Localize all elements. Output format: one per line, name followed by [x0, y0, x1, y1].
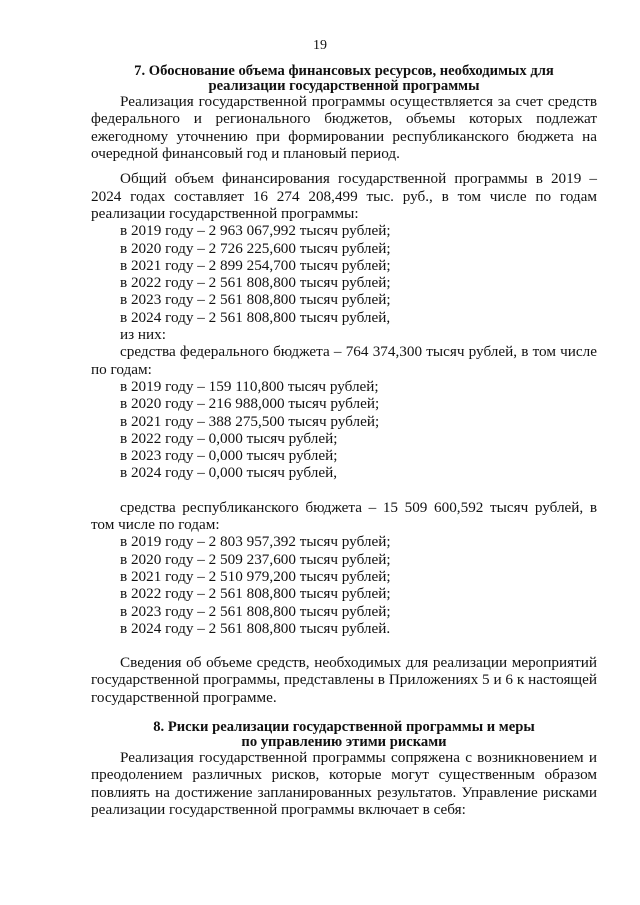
list-item: в 2023 году – 2 561 808,800 тысяч рублей;	[120, 291, 391, 309]
total-by-year-list	[91, 222, 597, 326]
list-item: в 2020 году – 2 726 225,600 тысяч рублей;	[120, 239, 391, 257]
republic-by-year-list	[91, 533, 597, 637]
list-item: в 2020 году – 2 509 237,600 тысяч рублей;	[120, 550, 391, 568]
list-item: в 2019 году – 2 803 957,392 тысяч рублей;	[120, 533, 391, 551]
section-7-paragraph-2: Общий объем финансирования государственной программы в 2019 – 2024 годах составляет 16 274 208,499 тыс. руб., в том числе по годам реализации государственной программы:	[91, 170, 597, 222]
section-8-paragraph-1: Реализация государственной программы сопряжена с возникновением и преодолением различных рисков, которые могут существенным образом повлиять на достижение запланированных результатов. Управление рисками реализации государственной программы включает в себя:	[91, 749, 597, 819]
list-item: в 2021 году – 2 510 979,200 тысяч рублей;	[120, 567, 391, 585]
section-7-title	[91, 64, 597, 93]
document-body	[91, 64, 597, 818]
list-item: в 2022 году – 2 561 808,800 тысяч рублей;	[120, 274, 391, 292]
list-item: в 2022 году – 0,000 тысяч рублей;	[120, 429, 338, 447]
list-item: в 2024 году – 0,000 тысяч рублей,	[120, 464, 338, 482]
section-7-paragraph-1: Реализация государственной программы осуществляется за счет средств федерального и регионального бюджетов, объемы которых подлежат ежегодному уточнению при формировании республиканского бюджета на очередной финансовый год и плановый период.	[91, 93, 597, 163]
section-8-title-line2: по управлению этими рисками	[241, 733, 447, 750]
list-item: в 2022 году – 2 561 808,800 тысяч рублей;	[120, 585, 391, 603]
list-item: в 2019 году – 2 963 067,992 тысяч рублей;	[120, 222, 391, 240]
list-item: в 2020 году – 216 988,000 тысяч рублей;	[120, 395, 380, 413]
list-item: в 2021 году – 2 899 254,700 тысяч рублей;	[120, 256, 391, 274]
list-item: в 2023 году – 0,000 тысяч рублей;	[120, 447, 338, 465]
list-item: в 2021 году – 388 275,500 тысяч рублей;	[120, 412, 380, 430]
section-7-title-line2: реализации государственной программы	[208, 77, 480, 94]
list-item: в 2024 году – 2 561 808,800 тысяч рублей,	[120, 308, 391, 326]
federal-budget-intro: средства федерального бюджета – 764 374,300 тысяч рублей, в том числе по годам:	[91, 343, 597, 378]
section-7-title-line1: 7. Обоснование объема финансовых ресурсов, необходимых для	[134, 63, 554, 79]
section-8-title-line1: 8. Риски реализации государственной программы и меры	[153, 718, 535, 735]
list-item: в 2023 году – 2 561 808,800 тысяч рублей;	[120, 602, 391, 620]
section-7-paragraph-3: Сведения об объеме средств, необходимых для реализации мероприятий государственной программы, представлены в Приложениях 5 и 6 к настоящей государственной программе.	[91, 654, 597, 706]
page-number: 19	[313, 38, 327, 53]
list-item: в 2024 году – 2 561 808,800 тысяч рублей.	[120, 619, 391, 637]
list-item: в 2019 году – 159 110,800 тысяч рублей;	[120, 377, 379, 395]
of-them-label: из них:	[120, 326, 166, 344]
section-8-title	[91, 720, 597, 749]
federal-by-year-list	[91, 378, 597, 482]
republic-budget-intro: средства республиканского бюджета – 15 509 600,592 тысяч рублей, в том числе по годам:	[91, 498, 597, 534]
